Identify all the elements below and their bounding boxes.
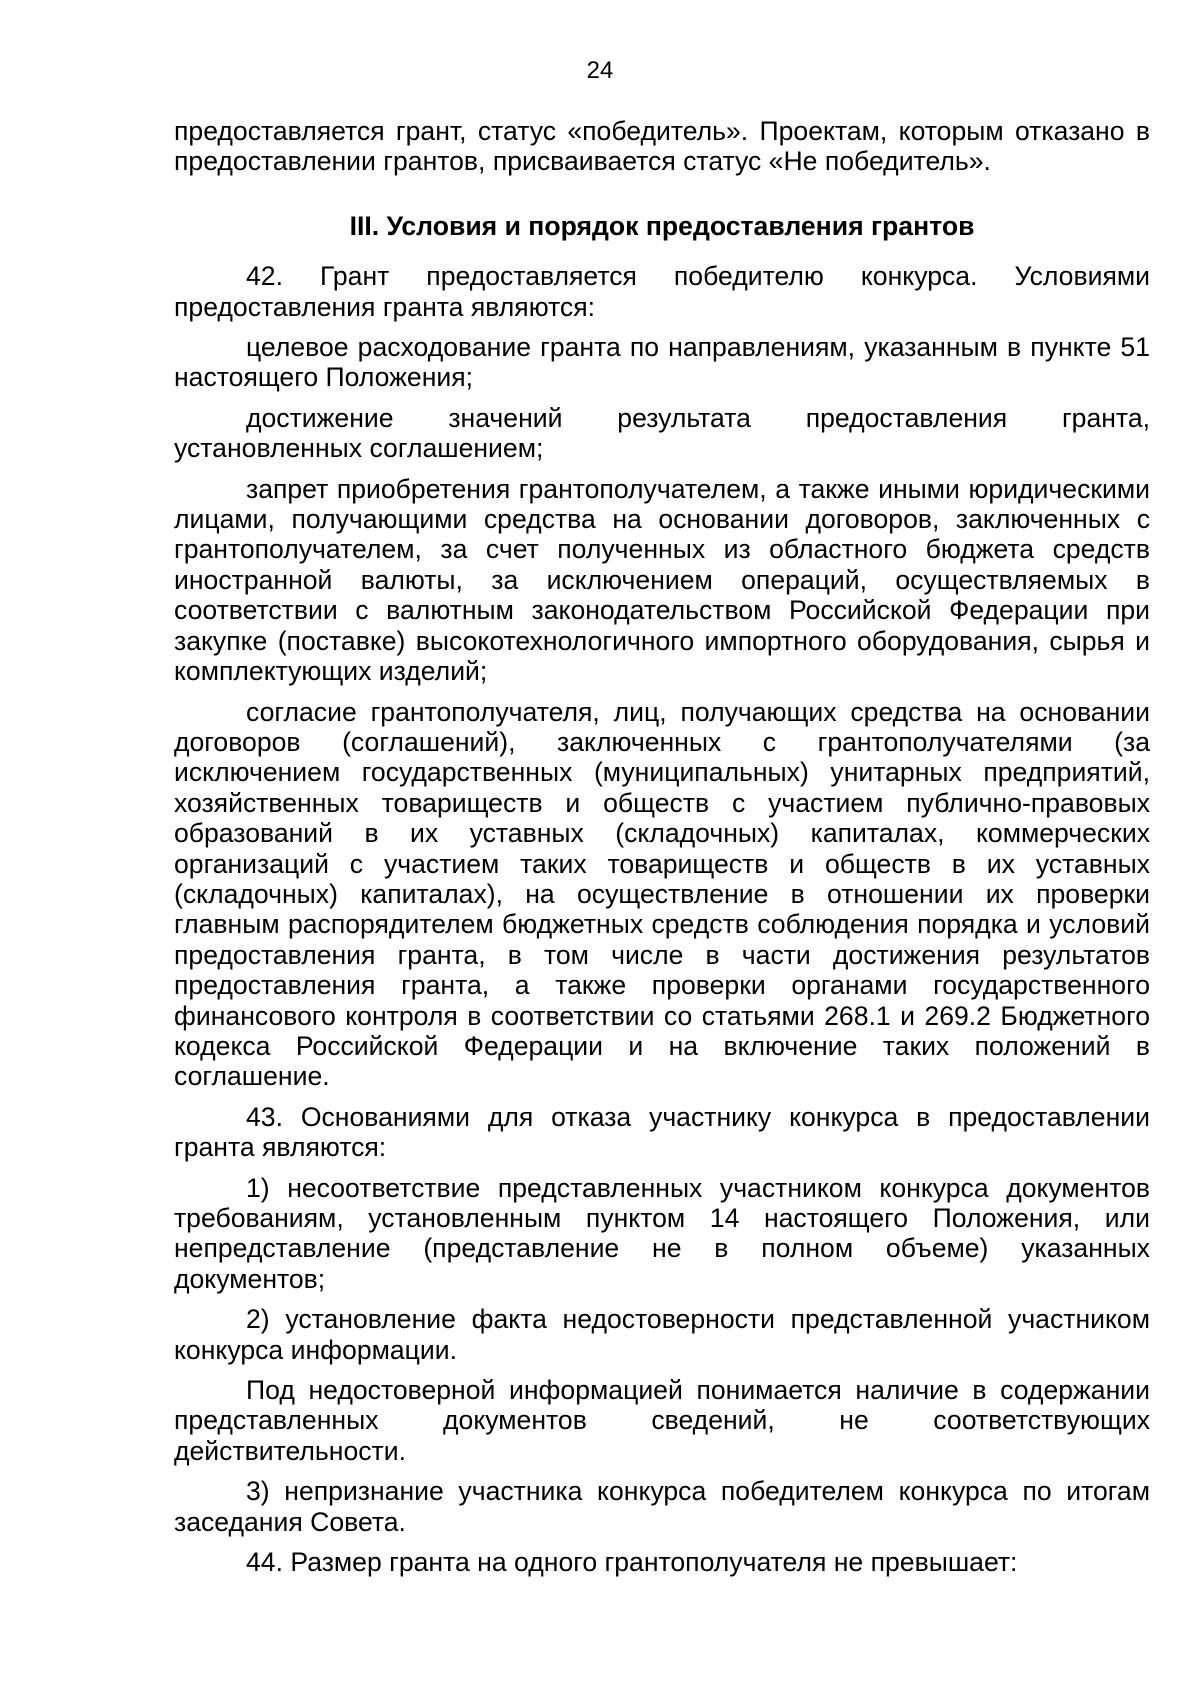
paragraph-44: 44. Размер гранта на одного грантополучателя не превышает: (246, 1547, 1018, 1578)
paragraph-42: 42. Грант предоставляется победителю конкурса. Условиями предоставления гранта являются: (174, 261, 1150, 322)
paragraph-result-values: достижение значений результата предоставления гранта, установленных соглашением; (174, 402, 1150, 464)
paragraph-43: 43. Основаниями для отказа участнику конкурса в предоставлении гранта являются: (174, 1101, 1150, 1163)
paragraph-targeted-spending: целевое расходование гранта по направлениям, указанным в пункте 51 настоящего Положения; (174, 332, 1150, 393)
paragraph-inspection-consent: согласие грантополучателя, лиц, получающих средства на основании договоров (соглашений), заключенных с грантополучателями (за исключением государственных (муниципальных) унитарных предприятий, хозяйственных товариществ и обществ с участием публично-правовых образований в их уставных (складочных) капиталах, коммерческих организаций с участием таких товариществ и обществ в их уставных (складочных) капиталах), на осуществление в отношении их проверки главным распорядителем бюджетных средств соблюдения порядка и условий предоставления гранта, в том числе в части достижения результатов предоставления гранта, а также проверки органами государственного финансового контроля в соответствии со статьями 268.1 и 269.2 Бюджетного кодекса Российской Федерации и на включение таких положений в соглашение. (174, 696, 1150, 1092)
section-heading: III. Условия и порядок предоставления грантов (349, 210, 975, 241)
paragraph-refusal-1: 1) несоответствие представленных участником конкурса документов требованиям, установленным пунктом 14 настоящего Положения, или непредставление (представление не в полном объеме) указанных документов; (174, 1172, 1150, 1294)
document-body (174, 116, 1150, 1577)
paragraph-refusal-2: 2) установление факта недостоверности представленной участником конкурса информации. (174, 1304, 1150, 1365)
paragraph-unreliable-info: Под недостоверной информацией понимается наличие в содержании представленных документов сведений, не соответствующих действительности. (174, 1375, 1150, 1466)
paragraph-refusal-3: 3) непризнание участника конкурса победителем конкурса по итогам заседания Совета. (174, 1476, 1150, 1537)
page-number: 24 (586, 57, 614, 84)
paragraph-currency-ban: запрет приобретения грантополучателем, а также иными юридическими лицами, получающими средства на основании договоров, заключенных с грантополучателем, за счет полученных из областного бюджета средств иностранной валюты, за исключением операций, осуществляемых в соответствии с валютным законодательством Российской Федерации при закупке (поставке) высокотехнологичного импортного оборудования, сырья и комплектующих изделий; (174, 473, 1150, 687)
intro-paragraph: предоставляется грант, статус «победитель». Проектам, которым отказано в предоставлении грантов, присваивается статус «Не победитель». (174, 116, 1150, 177)
